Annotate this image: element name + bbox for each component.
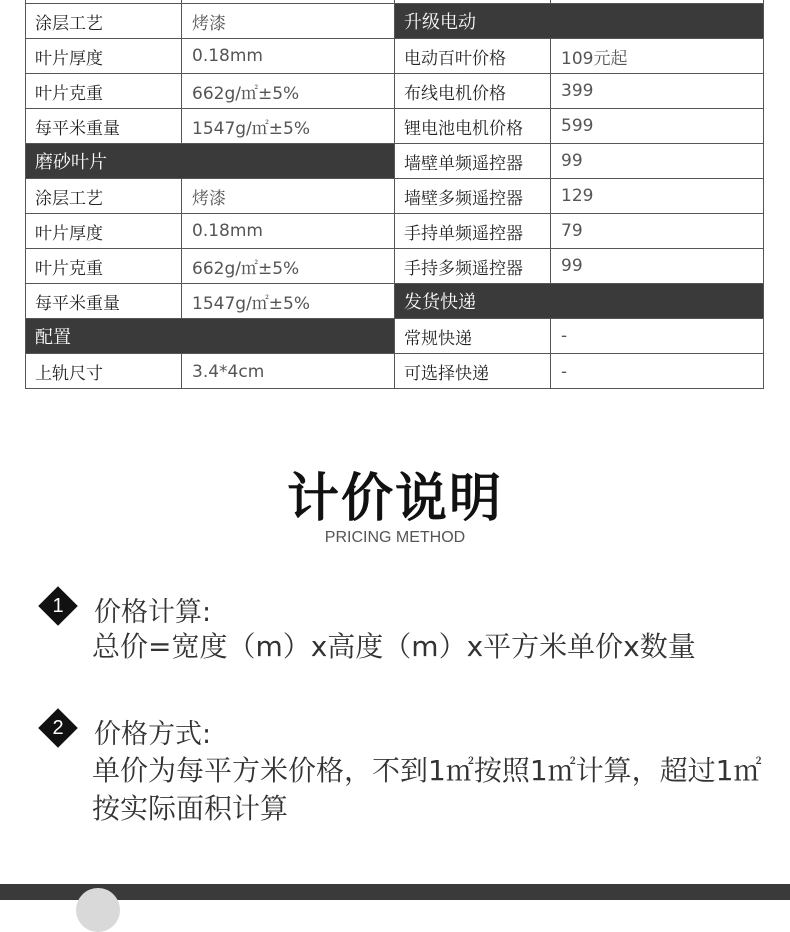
table-section-header — [395, 284, 763, 319]
table-row — [395, 319, 763, 354]
section-header-label: 磨砂叶片 — [35, 152, 107, 173]
row-value: 3.4*4cm — [192, 361, 265, 382]
table-row — [26, 74, 394, 109]
item-number: 2 — [52, 717, 64, 739]
table-cell — [395, 0, 551, 3]
table-row — [26, 4, 394, 39]
row-key: 上轨尺寸 — [26, 354, 182, 389]
row-value: 烤漆 — [192, 188, 226, 209]
row-value: 1547g/㎡±5% — [192, 293, 310, 314]
table-row — [395, 249, 763, 284]
row-value: 662g/㎡±5% — [192, 83, 300, 104]
diamond-number-icon — [38, 708, 78, 748]
row-value: 399 — [561, 81, 594, 101]
row-key: 手持多频遥控器 — [395, 249, 551, 283]
row-key: 手持单频遥控器 — [395, 214, 551, 248]
row-key: 可选择快递 — [395, 354, 551, 389]
table-row — [395, 179, 763, 214]
row-key: 墙壁单频遥控器 — [395, 144, 551, 178]
row-key: 叶片厚度 — [26, 39, 182, 73]
spec-table-left — [25, 0, 395, 389]
table-section-header — [395, 4, 763, 39]
row-key: 布线电机价格 — [395, 74, 551, 108]
row-value: 99 — [561, 256, 583, 276]
table-section-header — [26, 144, 394, 179]
item-label: 价格方式: — [94, 719, 212, 750]
table-section-header — [26, 319, 394, 354]
item-number: 1 — [52, 595, 64, 617]
row-key: 叶片厚度 — [26, 214, 182, 248]
table-row — [395, 354, 763, 389]
section-title: 计价说明 — [286, 469, 503, 529]
table-row — [26, 214, 394, 249]
row-value: 0.18mm — [192, 221, 263, 241]
row-value: 599 — [561, 116, 594, 136]
row-value: 79 — [561, 221, 583, 241]
section-subtitle: PRICING METHOD — [324, 529, 466, 546]
table-row — [395, 74, 763, 109]
table-row — [26, 179, 394, 214]
row-value: 129 — [561, 186, 594, 206]
row-key: 每平米重量 — [26, 284, 182, 318]
item-body: 总价=宽度（m）x高度（m）x平方米单价x数量 — [92, 630, 696, 663]
row-value: - — [561, 326, 568, 346]
table-cell — [551, 0, 763, 3]
row-key: 涂层工艺 — [26, 179, 182, 213]
row-value: - — [561, 361, 568, 382]
row-key: 每平米重量 — [26, 109, 182, 143]
table-cell — [26, 0, 182, 3]
section-header-label: 升级电动 — [404, 12, 476, 33]
section-header-label: 发货快递 — [404, 292, 476, 313]
row-key: 锂电池电机价格 — [395, 109, 551, 143]
row-key: 电动百叶价格 — [395, 39, 551, 73]
table-row — [26, 249, 394, 284]
item-body: 单价为每平方米价格，不到1㎡按照1㎡计算，超过1㎡按实际面积计算 — [92, 754, 762, 825]
spec-table-right — [394, 0, 764, 389]
table-row — [395, 214, 763, 249]
row-value: 烤漆 — [192, 13, 226, 34]
row-value: 109元起 — [561, 48, 628, 69]
row-key: 涂层工艺 — [26, 4, 182, 38]
footer-bar — [0, 884, 790, 900]
table-row — [395, 144, 763, 179]
table-row — [26, 284, 394, 319]
row-key: 叶片克重 — [26, 74, 182, 108]
table-row — [26, 354, 394, 389]
row-value: 99 — [561, 151, 583, 171]
row-key: 墙壁多频遥控器 — [395, 179, 551, 213]
table-row — [395, 39, 763, 74]
table-row — [26, 39, 394, 74]
row-value: 0.18mm — [192, 46, 263, 66]
row-key: 叶片克重 — [26, 249, 182, 283]
footer-avatar-icon — [76, 888, 120, 932]
table-cell — [182, 0, 394, 3]
row-key: 常规快递 — [395, 319, 551, 353]
diamond-number-icon — [38, 586, 78, 626]
row-value: 662g/㎡±5% — [192, 258, 300, 279]
row-value: 1547g/㎡±5% — [192, 118, 310, 139]
table-row — [395, 109, 763, 144]
section-header-label: 配置 — [35, 327, 71, 348]
table-row — [26, 109, 394, 144]
item-label: 价格计算: — [94, 597, 212, 628]
